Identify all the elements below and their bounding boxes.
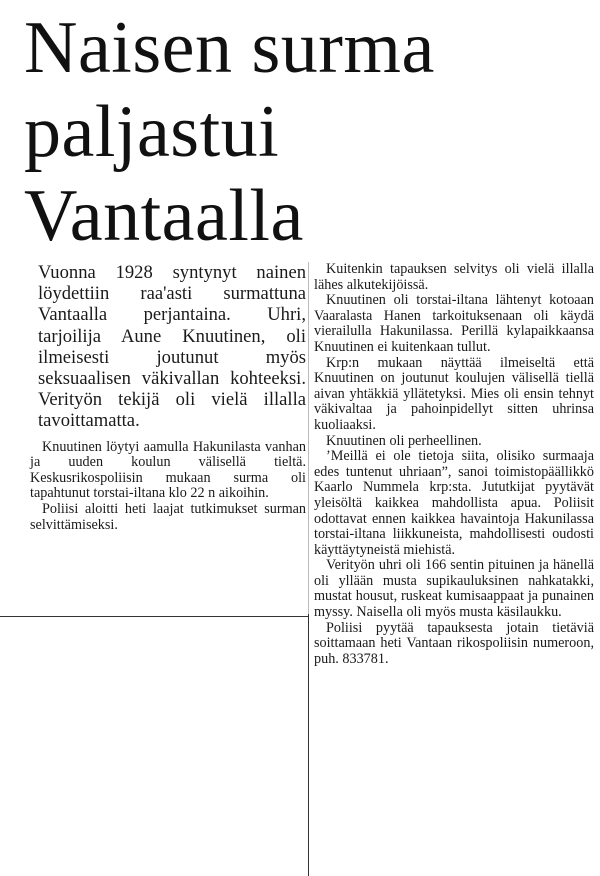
body-paragraph: ’Meillä ei ole tietoja siita, olisiko surmaaja edes tuntenut uhriaan”, sanoi toimistopäällikkö Kaarlo Nummela krp:sta. Jututkijat pyytävät yleisöltä kaikkea mahdollista apua. Poliisit odottavat ennen kaikkea havaintoja Hakunilassa torstai-iltana liikkuneista, mahdollisesti oudosti käyttäytyneistä miehistä.	[314, 448, 594, 558]
headline	[24, 6, 584, 258]
body-paragraph: Knuutinen oli torstai-iltana lähtenyt kotoaan Vaaralasta Hanen tarkoituksenaan oli käydä vierailulla Hakunilassa. Perillä kylapaikkaansa Knuutinen ei kuitenkaan tullut.	[314, 292, 594, 355]
clipping-cut-line-vertical	[308, 614, 309, 876]
body-paragraph: Verityön uhri oli 166 sentin pituinen ja hänellä oli yllään musta supikauluksinen nahkatakki, mustat housut, ruskeat kumisaappaat ja punainen myssy. Naisella oli myös musta käsilaukku.	[314, 557, 594, 621]
body-paragraph: Poliisi aloitti heti laajat tutkimukset surman selvittämiseksi.	[30, 501, 306, 533]
left-column	[30, 262, 306, 533]
right-column	[314, 262, 594, 667]
headline-line-2: paljastui	[24, 91, 280, 173]
headline-line-3: Vantaalla	[24, 175, 304, 257]
body-paragraph: Knuutinen oli perheellinen.	[326, 432, 482, 449]
right-body	[314, 262, 594, 667]
body-paragraph: Poliisi pyytää tapauksesta jotain tietäviä soittamaan heti Vantaan rikospoliisin numeroon, puh. 833781.	[314, 619, 594, 667]
clipping-cut-line-horizontal	[0, 616, 308, 617]
body-paragraph: Krp:n mukaan näyttää ilmeiseltä että Knuutinen on joutunut koulujen välisellä tiellä aivan yhtäkkiä yllätetyksi. Mies oli ensin tehnyt väkivaltaa ja pahoinpidellyt sitten uhrinsa kuoliaaksi.	[314, 354, 594, 433]
body-paragraph: Knuutinen löytyi aamulla Hakunilasta vanhan ja uuden koulun välisellä tieltä. Keskusrikospoliisin mukaan surma oli tapahtunut torstai-iltana klo 22 n aikoihin.	[30, 438, 306, 502]
left-body	[30, 440, 306, 534]
lead-paragraph: Vuonna 1928 syntynyt nainen löydettiin raa'asti surmattuna Vantaalla perjantaina. Uhri, tarjoilija Aune Knuutinen, oli ilmeisesti joutunut myös seksuaalisen väkivallan kohteeksi. Verityön tekijä oli vielä illalla tavoittamatta.	[38, 262, 306, 432]
column-divider	[308, 262, 309, 616]
headline-line-1: Naisen surma	[24, 7, 435, 89]
body-paragraph: Kuitenkin tapauksen selvitys oli vielä illalla lähes alkutekijöissä.	[314, 261, 594, 293]
